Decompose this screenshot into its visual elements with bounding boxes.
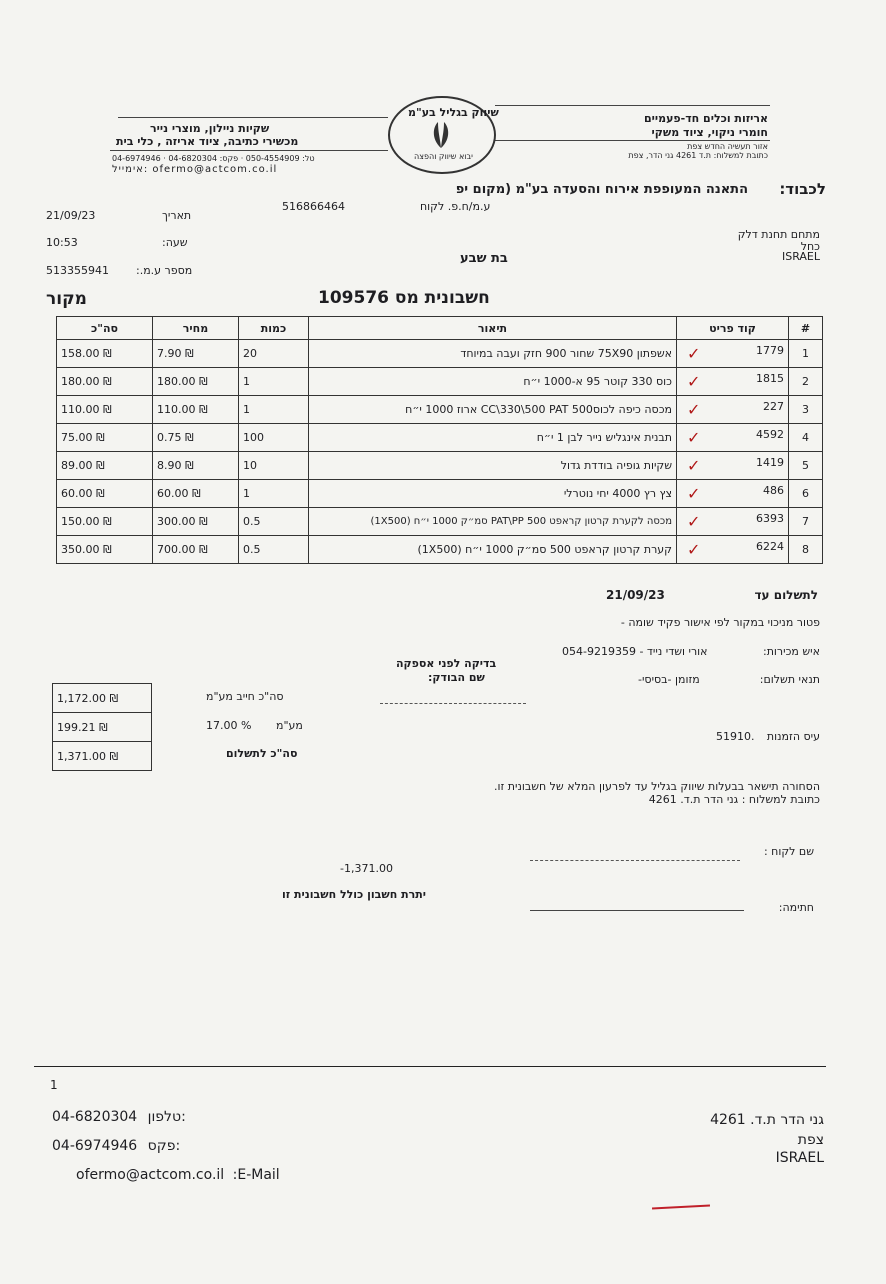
delivery-address-note: כתובת למשלוח : גני הדר ת.ד. 4261 — [648, 793, 820, 806]
footer-address-2: צפת — [797, 1132, 824, 1148]
balance-value: -1,371.00 — [340, 862, 393, 875]
row-qty: 1 — [239, 368, 309, 396]
row-description: אשפתון 75X90 שחור 900 חזק ועבה במיוחד — [309, 340, 677, 368]
row-code: 4592 — [756, 428, 784, 441]
row-code: 1419 — [756, 456, 784, 469]
customer-id-label: ע.מ/ח.פ. לקוח — [420, 200, 491, 213]
row-price: 700.00 ₪ — [153, 536, 239, 564]
due-date: 21/09/23 — [606, 588, 665, 602]
table-row — [57, 480, 823, 508]
table-row — [57, 340, 823, 368]
copy-label: מקור — [46, 289, 87, 309]
row-code: 6224 — [756, 540, 784, 553]
vat-amount: 199.21 ₪ — [53, 713, 152, 742]
check-mark-icon: ✓ — [687, 484, 701, 503]
table-header — [57, 317, 823, 340]
row-qty: 20 — [239, 340, 309, 368]
customer-name-label: שם לקוח : — [763, 845, 814, 858]
customer-country: ISRAEL — [781, 250, 820, 263]
grand-total-label: סה"כ לתשלום — [226, 747, 298, 760]
header-qty: כמות — [239, 317, 309, 340]
customer-address-2: כחל — [800, 240, 820, 253]
ownership-note: הסחורה תישאר בבעלות שיווק בגליל עד לפרעון המלא של חשבונית זו. — [493, 780, 820, 793]
document-number: 109576 — [318, 288, 389, 308]
signature-label: חתימה: — [778, 901, 814, 914]
row-code-cell — [677, 396, 789, 424]
supplier-line-5: שקיות ניילון, מוצרי נייר — [150, 122, 270, 135]
row-code: 1815 — [756, 372, 784, 385]
check-mark-icon: ✓ — [687, 428, 701, 447]
grand-total: 1,371.00 ₪ — [53, 742, 152, 771]
row-total: 150.00 ₪ — [57, 508, 153, 536]
check-mark-icon: ✓ — [687, 372, 701, 391]
page-number: 1 — [50, 1078, 58, 1092]
supplier-line-4: כתובת למשלוח: ת.ד 4261 גני הדר, צפת — [628, 151, 768, 160]
row-code-cell — [677, 340, 789, 368]
footer-fax-label: פקס: — [147, 1138, 181, 1154]
table-row — [57, 424, 823, 452]
footer-fax-value: 04-6974946 — [52, 1138, 138, 1154]
row-description: שקיות גופיה בודדת גדול — [309, 452, 677, 480]
date-label: תאריך — [162, 209, 192, 222]
table-row — [57, 452, 823, 480]
order-number: 51910. — [716, 730, 755, 743]
row-description: מכסה לקערת קרטון קראפט 500 PAT\PP סמ״ק 1000 י״ח (1X500) — [309, 508, 677, 536]
table-row — [57, 508, 823, 536]
check-mark-icon: ✓ — [687, 540, 701, 559]
logo-subtext: יבוא שיווק והפצה — [414, 152, 473, 161]
items-table — [56, 316, 823, 564]
row-price: 8.90 ₪ — [153, 452, 239, 480]
row-qty: 100 — [239, 424, 309, 452]
document-title-label: חשבונית מס — [394, 288, 490, 308]
footer-email-label: :E-Mail — [232, 1167, 280, 1183]
vat-label: מע"מ — [276, 719, 303, 732]
row-total: 60.00 ₪ — [57, 480, 153, 508]
sales-agent: אורי ושדי נייד - 054-9219359 — [562, 645, 708, 658]
row-code: 6393 — [756, 512, 784, 525]
row-index: 1 — [789, 340, 823, 368]
row-price: 7.90 ₪ — [153, 340, 239, 368]
row-qty: 10 — [239, 452, 309, 480]
row-description: צץ רץ 4000 יחי נוטרלי — [309, 480, 677, 508]
row-code: 1779 — [756, 344, 784, 357]
table-row — [57, 396, 823, 424]
footer-email[interactable] — [76, 1167, 280, 1183]
row-description: מכסה כיפה לכוס500 CC\330\500 PAT ארוז 1000 י״ח — [309, 396, 677, 424]
date-value: 21/09/23 — [46, 209, 96, 222]
row-code-cell — [677, 508, 789, 536]
row-total: 350.00 ₪ — [57, 536, 153, 564]
row-description: כוס 330 קוטר 95 א-1000 י״ח — [309, 368, 677, 396]
row-qty: 1 — [239, 480, 309, 508]
row-index: 5 — [789, 452, 823, 480]
logo-text: שיווק בגליל בע"מ — [408, 106, 499, 119]
row-code-cell — [677, 452, 789, 480]
agent-label: איש מכירות: — [763, 645, 820, 658]
row-total: 180.00 ₪ — [57, 368, 153, 396]
row-total: 110.00 ₪ — [57, 396, 153, 424]
row-description: קערת קרטון קראפט 500 סמ״ק 1000 י״ח (1X500) — [309, 536, 677, 564]
document-title — [318, 288, 490, 308]
row-code-cell — [677, 424, 789, 452]
row-index: 6 — [789, 480, 823, 508]
table-row — [57, 536, 823, 564]
customer-name: התאנה המעופפת אירוח והסעדה בע"מ (מקום יפ — [455, 182, 748, 197]
terms-label: תנאי תשלום: — [759, 673, 820, 686]
row-price: 0.75 ₪ — [153, 424, 239, 452]
row-index: 8 — [789, 536, 823, 564]
header-description: תיאור — [309, 317, 677, 340]
row-index: 4 — [789, 424, 823, 452]
logo-leaf-icon — [426, 120, 456, 150]
subtotal-value: 1,172.00 ₪ — [53, 684, 152, 713]
footer-phone — [52, 1109, 186, 1125]
row-price: 110.00 ₪ — [153, 396, 239, 424]
table-row — [57, 368, 823, 396]
footer-fax — [52, 1138, 180, 1154]
row-total: 89.00 ₪ — [57, 452, 153, 480]
supplier-line-3: אזור תעשיה החדש צפת — [687, 142, 768, 151]
footer-country: ISRAEL — [775, 1150, 824, 1166]
customer-address-1: מתחם תחנת דלק — [737, 228, 820, 241]
company-logo — [388, 96, 499, 174]
supplier-line-1: אריזות וכלים חד-פעמיים — [643, 112, 768, 125]
row-code: 486 — [763, 484, 784, 497]
order-label: עיס הזמנות — [766, 730, 820, 743]
row-description: תבנית אינגליש נייר לבן 1 י״ח — [309, 424, 677, 452]
due-label: לתשלום עד — [754, 588, 818, 602]
row-code-cell — [677, 480, 789, 508]
row-total: 75.00 ₪ — [57, 424, 153, 452]
supplier-line-7: טל: 050-4554909 · פקס: 04-6820304 · 04-6974946 — [112, 154, 315, 163]
row-total: 158.00 ₪ — [57, 340, 153, 368]
supplier-line-2: חומרי ניקוי, ציוד משקי — [651, 126, 768, 139]
header-total: סה"כ — [57, 317, 153, 340]
vat-number-label: מספר ע.מ.: — [136, 264, 193, 277]
vat-number: 513355941 — [46, 264, 109, 277]
row-price: 180.00 ₪ — [153, 368, 239, 396]
exempt-note: פטור מניכוי במקור לפי אישור פקיד שומה - — [620, 616, 820, 629]
footer-phone-value: 04-6820304 — [52, 1109, 138, 1125]
row-qty: 0.5 — [239, 536, 309, 564]
row-code-cell — [677, 536, 789, 564]
row-qty: 0.5 — [239, 508, 309, 536]
row-price: 300.00 ₪ — [153, 508, 239, 536]
row-code-cell — [677, 368, 789, 396]
time-value: 10:53 — [46, 236, 78, 249]
supplier-line-8: אימייל: ofermo@actcom.co.il — [112, 164, 278, 175]
branch-name: בת שבע — [460, 251, 508, 266]
check-mark-icon: ✓ — [687, 344, 701, 363]
row-price: 60.00 ₪ — [153, 480, 239, 508]
check-title: בדיקה לפני אספקה — [396, 657, 497, 670]
row-code: 227 — [763, 400, 784, 413]
row-qty: 1 — [239, 396, 309, 424]
footer-email-value[interactable]: ofermo@actcom.co.il — [76, 1167, 225, 1183]
header-item-code: קוד פריט — [677, 317, 789, 340]
row-index: 7 — [789, 508, 823, 536]
footer-address-1: גני הדר ת.ד. 4261 — [710, 1112, 824, 1128]
check-mark-icon: ✓ — [687, 512, 701, 531]
totals-table — [52, 683, 152, 771]
customer-id: 516866464 — [282, 200, 345, 213]
check-mark-icon: ✓ — [687, 456, 701, 475]
checker-label: שם הבודק: — [428, 671, 485, 684]
footer-phone-label: טלפון: — [147, 1109, 186, 1125]
row-index: 3 — [789, 396, 823, 424]
customer-label: לכבוד: — [779, 180, 826, 198]
check-mark-icon: ✓ — [687, 400, 701, 419]
balance-label: יתרת חשבון כולל חשבונית זו — [282, 888, 426, 901]
row-index: 2 — [789, 368, 823, 396]
header-price: מחיר — [153, 317, 239, 340]
red-pen-mark — [652, 1204, 710, 1209]
subtotal-label: סה"כ חייב מע"מ — [206, 690, 284, 703]
payment-terms: מזומן -בסיסי- — [638, 673, 700, 686]
time-label: שעה: — [162, 236, 188, 249]
supplier-line-6: מכשירי כתיבה, ציוד אריזה , כלי בית — [116, 135, 299, 148]
vat-rate: 17.00 % — [206, 719, 252, 732]
header-index: # — [789, 317, 823, 340]
